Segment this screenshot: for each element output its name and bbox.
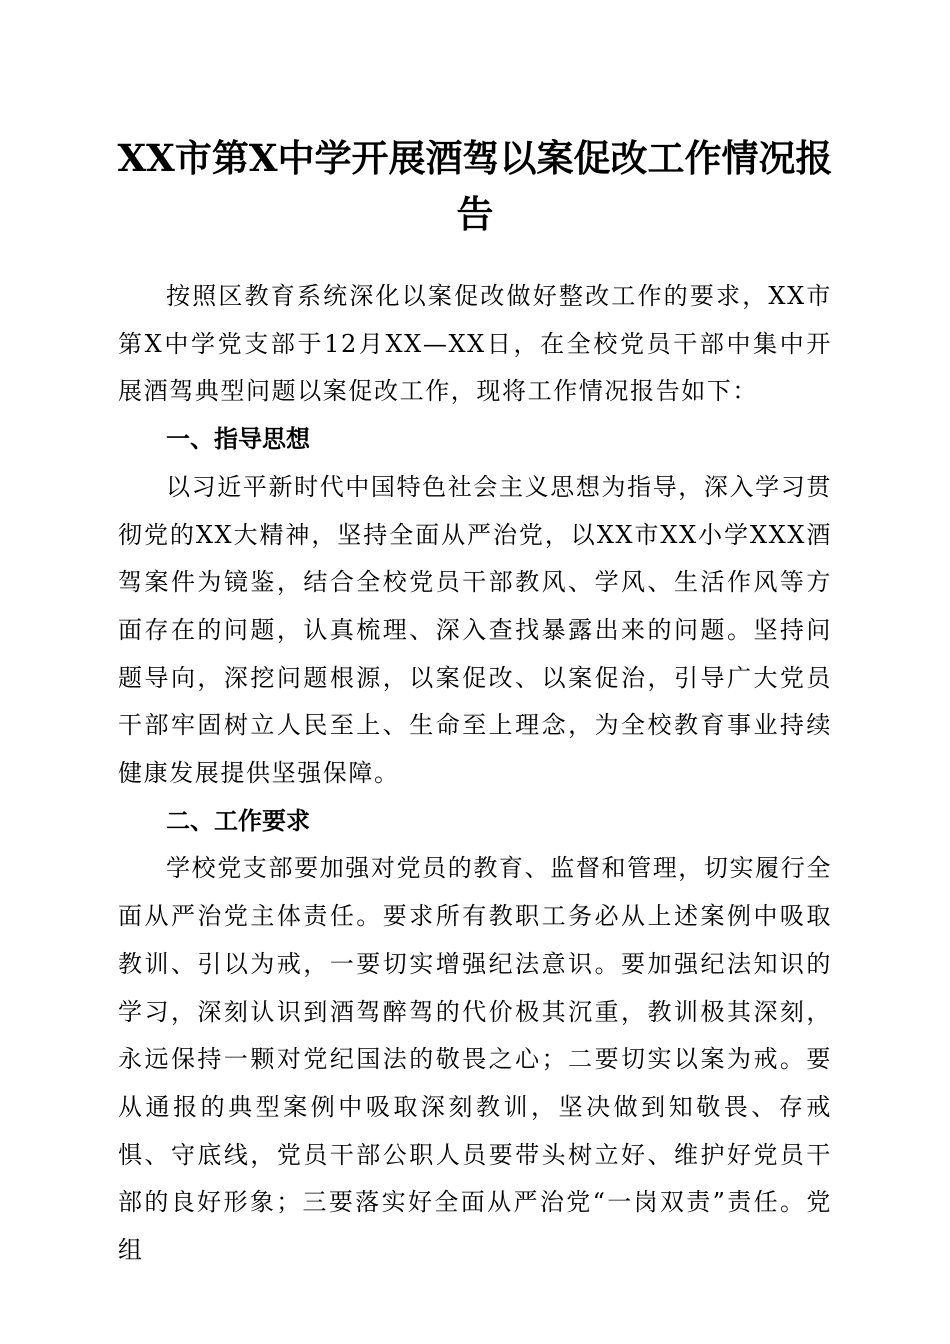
document-title: XX市第X中学开展酒驾以案促改工作情况报告 bbox=[117, 136, 833, 236]
section-heading-guiding-ideology: 一、指导思想 bbox=[166, 425, 310, 454]
section-paragraph-guiding-ideology: 以习近平新时代中国特色社会主义思想为指导，深入学习贯彻党的XX大精神，坚持全面从严治党，以XX市XX小学XXX酒驾案件为镜鉴，结合全校党员干部教风、学风、生活作风等方面存在的问题，认真梳理、深入查找暴露出来的问题。坚持问题导向，深挖问题根源，以案促改、以案促治，引导广大党员干部牢固树立人民至上、生命至上理念，为全校教育事业持续健康发展提供坚强保障。 bbox=[118, 472, 832, 788]
section-paragraph-work-requirements: 学校党支部要加强对党员的教育、监督和管理，切实履行全面从严治党主体责任。要求所有教职工务必从上述案例中吸取教训、引以为戒，一要切实增强纪法意识。要加强纪法知识的学习，深刻认识到酒驾醉驾的代价极其沉重，教训极其深刻，永远保持一颗对党纪国法的敬畏之心；二要切实以案为戒。要从通报的典型案例中吸取深刻教训，坚决做到知敬畏、存戒惧、守底线，党员干部公职人员要带头树立好、维护好党员干部的良好形象；三要落实好全面从严治党“一岗双责”责任。党组 bbox=[118, 854, 832, 1265]
document-body bbox=[118, 273, 832, 1275]
section-heading-work-requirements: 二、工作要求 bbox=[166, 806, 310, 835]
intro-paragraph: 按照区教育系统深化以案促改做好整改工作的要求，XX市第X中学党支部于12月XX—XX日，在全校党员干部中集中开展酒驾典型问题以案促改工作，现将工作情况报告如下： bbox=[118, 282, 832, 406]
